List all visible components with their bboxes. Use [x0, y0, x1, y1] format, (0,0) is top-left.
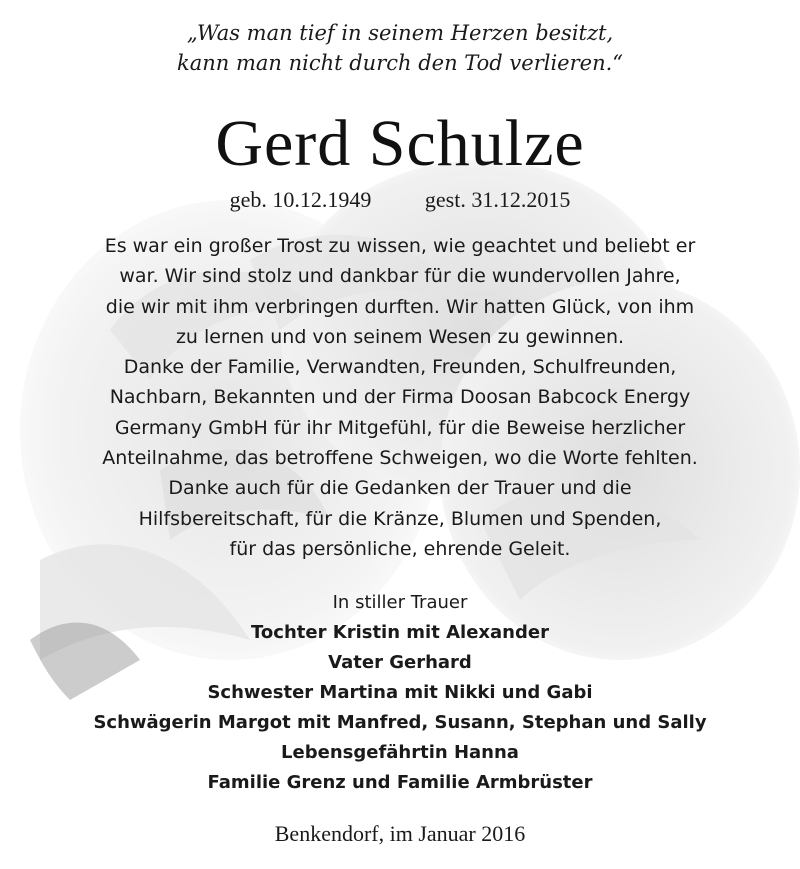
birth-date: geb. 10.12.1949: [229, 187, 372, 212]
text-line: Nachbarn, Bekannten und der Firma Doosan Babcock Energy: [109, 386, 691, 409]
quote-line: „Was man tief in seinem Herzen besitzt,: [186, 21, 614, 45]
death-date: gest. 31.12.2015: [424, 187, 571, 212]
quote-line: kann man nicht durch den Tod verlieren.“: [176, 51, 623, 75]
text-line: die wir mit ihm verbringen durften. Wir hatten Glück, von ihm: [105, 295, 695, 318]
mourners-list: [0, 588, 800, 798]
mourner-entry: Schwester Martina mit Nikki und Gabi: [207, 682, 593, 703]
memorial-quote: [0, 18, 800, 78]
text-line: Germany GmbH für ihr Mitgefühl, für die Beweise herzlicher: [114, 416, 686, 439]
place-and-date: Benkendorf, im Januar 2016: [274, 821, 526, 846]
text-line: war. Wir sind stolz und dankbar für die wundervollen Jahre,: [119, 265, 681, 288]
life-dates: [0, 186, 800, 214]
mourner-entry: Tochter Kristin mit Alexander: [251, 622, 549, 643]
deceased-name: Gerd Schulze: [215, 107, 585, 180]
mourner-entry: Schwägerin Margot mit Manfred, Susann, Stephan und Sally: [93, 712, 707, 733]
text-line: Danke der Familie, Verwandten, Freunden, Schulfreunden,: [123, 356, 677, 379]
text-line: für das persönliche, ehrende Geleit.: [229, 537, 571, 560]
text-line: Hilfsbereitschaft, für die Kränze, Blumen und Spenden,: [138, 507, 662, 530]
text-line: zu lernen und von seinem Wesen zu gewinnen.: [175, 325, 625, 348]
mourner-entry: Lebensgefährtin Hanna: [281, 742, 519, 763]
mourner-entry: Familie Grenz und Familie Armbrüster: [207, 772, 593, 793]
text-line: Anteilnahme, das betroffene Schweigen, wo die Worte fehlten.: [102, 447, 698, 470]
mourner-entry: Vater Gerhard: [328, 652, 472, 673]
thank-you-text: [0, 231, 800, 564]
mourners-intro: In stiller Trauer: [332, 592, 468, 613]
text-line: Danke auch für die Gedanken der Trauer und die: [168, 477, 632, 500]
text-line: Es war ein großer Trost zu wissen, wie geachtet und beliebt er: [104, 235, 696, 257]
